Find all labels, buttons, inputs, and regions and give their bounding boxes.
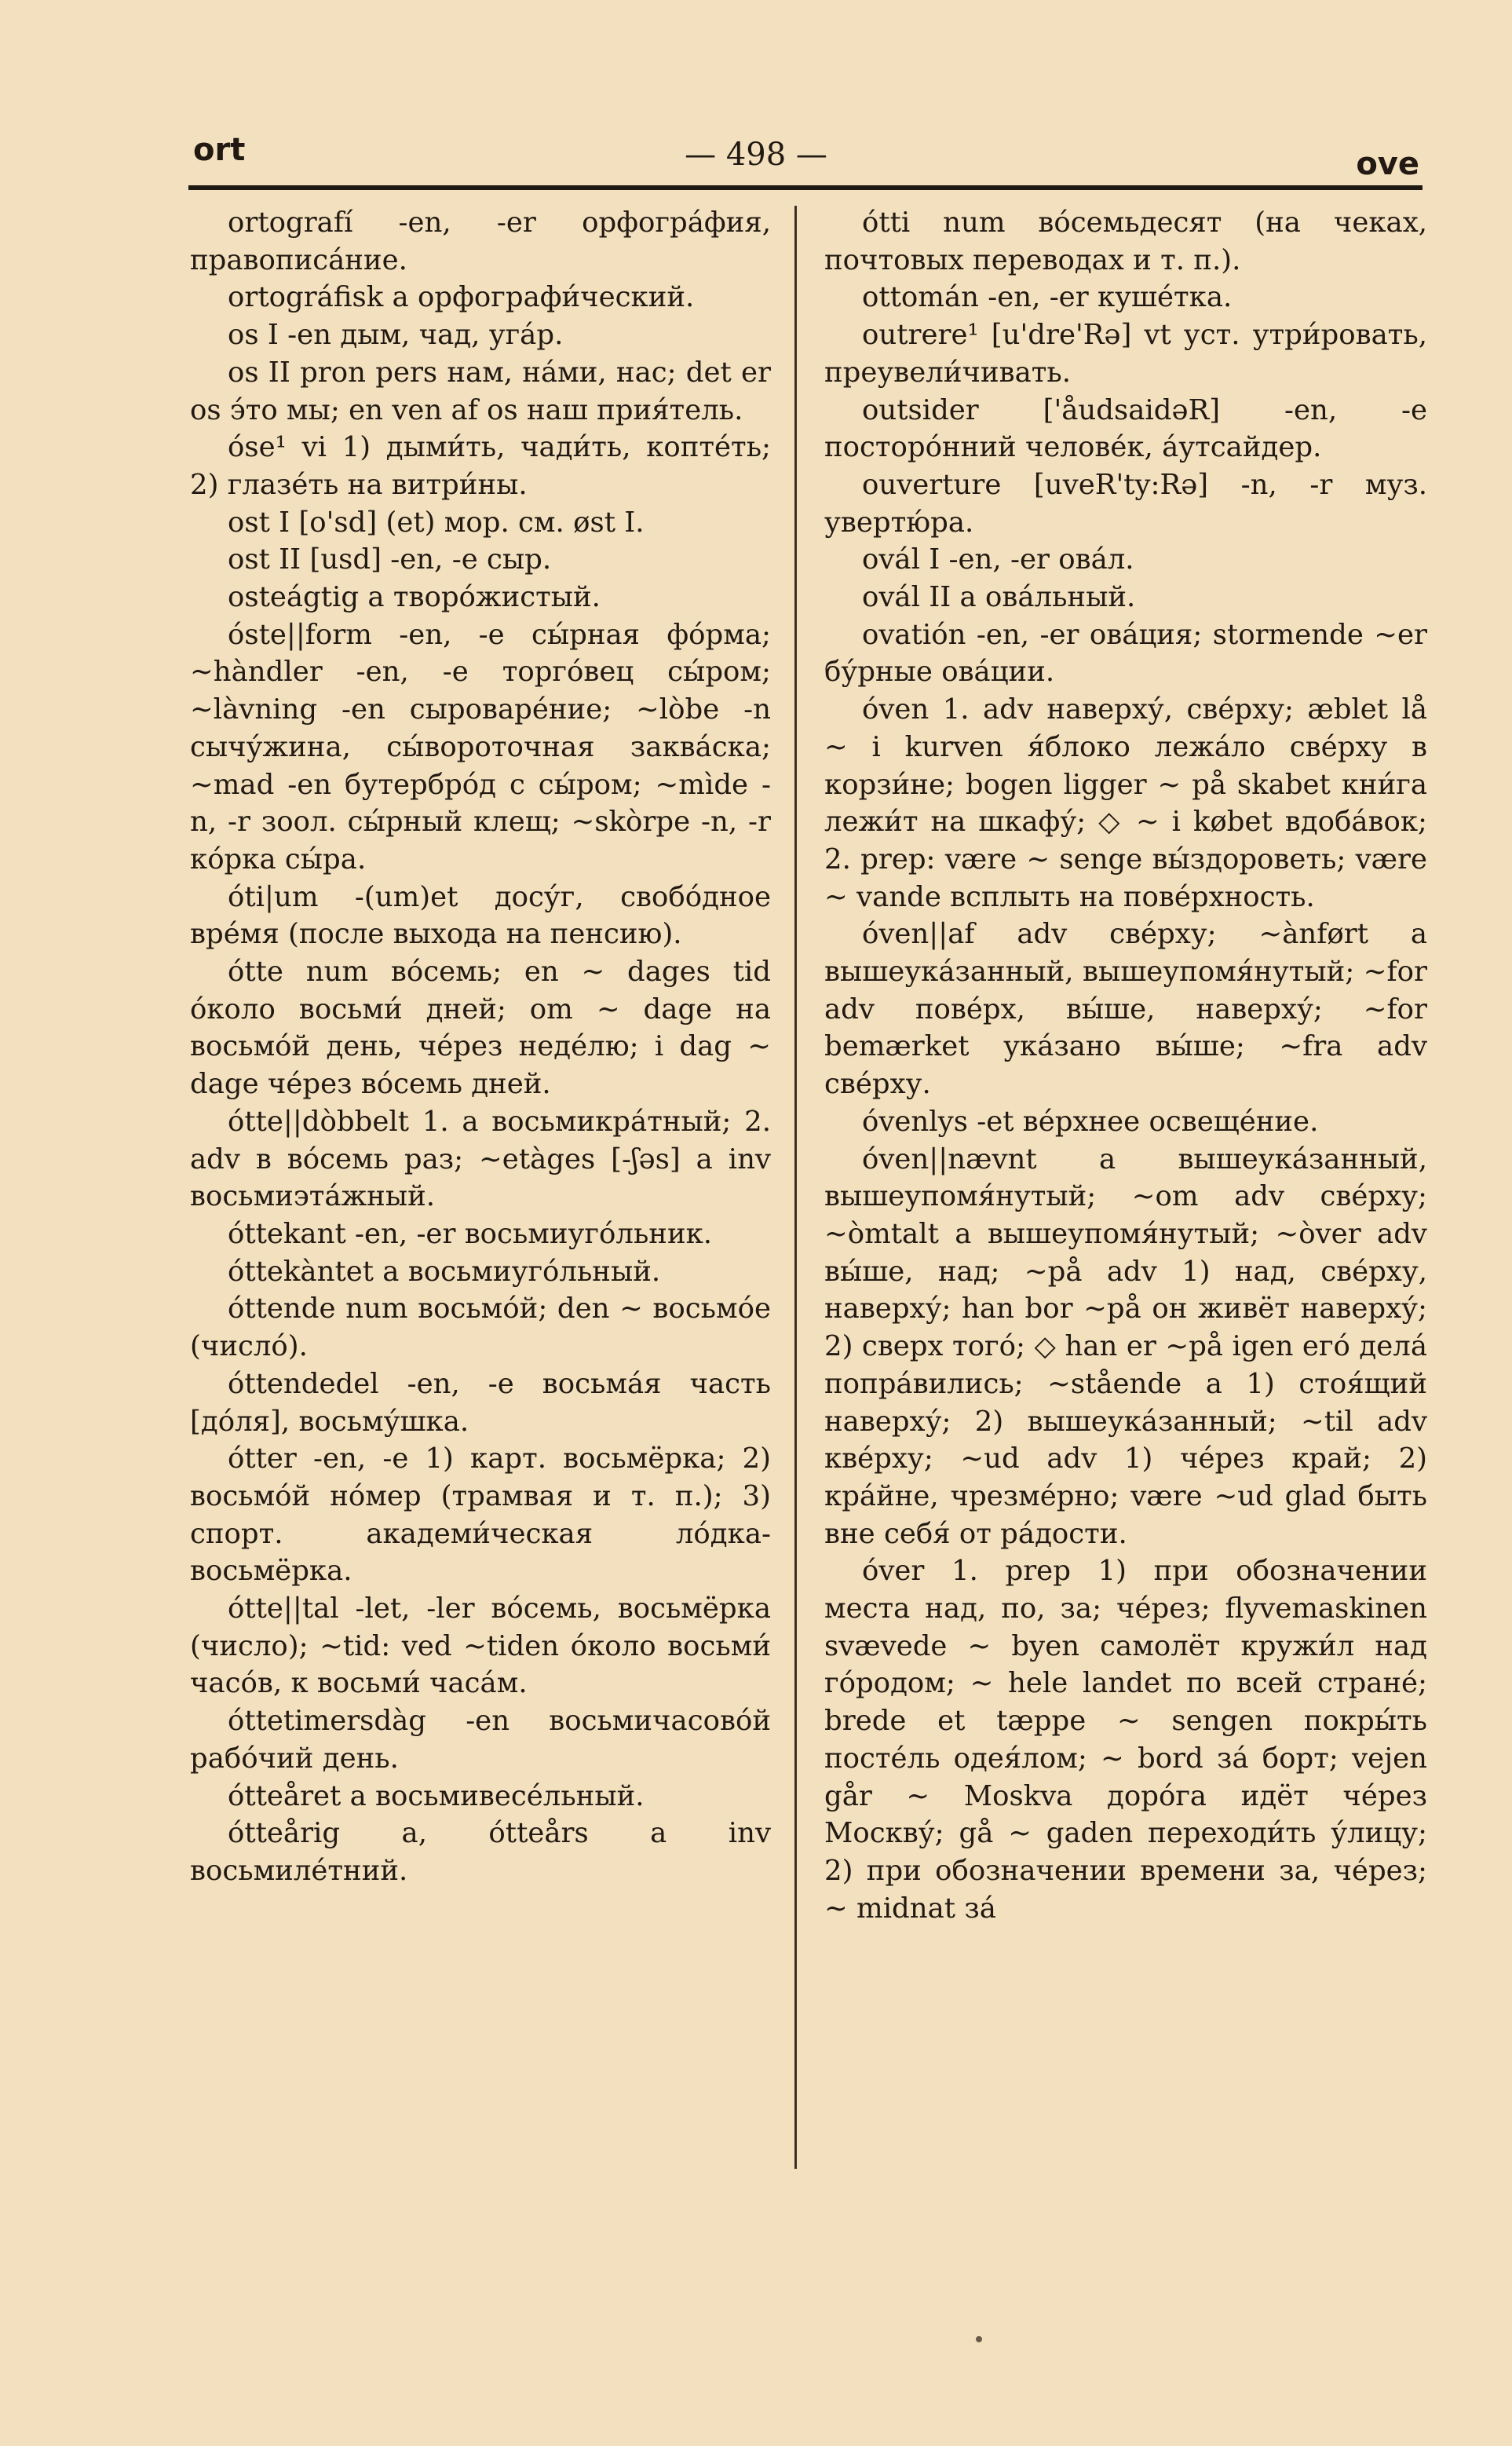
dictionary-entry: outrere¹ [u'dre'Rə] vt уст. утри́ровать, преувели́чивать. [824, 319, 1427, 389]
dictionary-entry: óti|um -(um)et досу́г, свобо́дное вре́мя (после выхода на пенсию). [190, 880, 771, 951]
dictionary-entry: óven 1. adv наверху́, све́рху; æblet lå ~ i kurven я́блоко лежа́ло све́рху в корзи́не; bogen ligger ~ på skabet кни́га лежи́т на шкафу́; ◇ ~ i købet вдоба́вок; 2. prep: være ~ senge вы́здороветь; være ~ vande всплыть на пове́рхность. [824, 693, 1427, 913]
dictionary-entry: outsider ['åudsaidəR] -en, -e посторо́нний челове́к, а́утсайдер. [824, 393, 1427, 464]
dictionary-entry: óven||af adv све́рху; ~ànført a вышеука́занный, вышеупомя́нутый; ~for adv пове́рх, вы́ше, наверху́; ~for bemærket ука́зано вы́ше; ~fra adv све́рху. [824, 918, 1427, 1101]
dictionary-entry: ost I [o'sd] (et) мор. см. øst I. [228, 506, 645, 539]
left-column [190, 204, 771, 1890]
dictionary-entry: ótter -en, -e 1) карт. восьмёрка; 2) восьмо́й но́мер (трамвая и т. п.); 3) спорт. академи́ческая ло́дка-восьмёрка. [190, 1442, 771, 1588]
dictionary-entry: ótti num во́семьдесят (на чеках, почтовых переводах и т. п.). [824, 207, 1427, 276]
dictionary-entry: ouverture [uveR'ty:Rə] -n, -r муз. увертю́ра. [824, 468, 1427, 539]
right-column [824, 204, 1427, 1927]
dictionary-entry: óttekant -en, -er восьмиуго́льник. [228, 1217, 713, 1250]
dictionary-entry: óse¹ vi 1) дыми́ть, чади́ть, копте́ть; 2) глазе́ть на витри́ны. [190, 431, 771, 501]
paper-speck [976, 2336, 982, 2342]
dictionary-entry: ótte num во́семь; en ~ dages tid о́коло восьми́ дней; om ~ dage на восьмо́й день, че́рез неде́лю; i dag ~ dage че́рез во́семь дней. [190, 956, 771, 1101]
dictionary-entry: óste||form -en, -e сы́рная фо́рма; ~hàndler -en, -e торго́вец сы́ром; ~làvning -en сыроваре́ние; ~lòbe -n сычу́жина, сы́вороточная заква́ска; ~mad -en бутербро́д с сы́ром; ~mìde -n, -r зоол. сы́рный клещ; ~skòrpe -n, -r ко́рка сы́ра. [190, 618, 771, 876]
column-divider [794, 206, 797, 2169]
dictionary-entry: óvenlys -et ве́рхнее освеще́ние. [862, 1105, 1319, 1138]
dictionary-entry: ótteåret a восьмивесе́льный. [228, 1779, 645, 1812]
dictionary-entry: ótteårig a, ótteårs a inv восьмиле́тний. [190, 1817, 771, 1887]
dictionary-entry: os I -en дым, чад, уга́р. [228, 319, 564, 352]
dictionary-entry: osteágtig a творо́жистый. [228, 581, 601, 614]
dictionary-entry: óven||nævnt a вышеука́занный, вышеупомя́нутый; ~om adv све́рху; ~òmtalt a вышеупомя́нутый; ~òver adv вы́ше, над; ~på adv 1) над, све́рху, наверху́; han bor ~på он живёт наверху́; 2) сверх того́; ◇ han er ~på igen его́ дела́ попра́вились; ~stående a 1) стоя́щий наверху́; 2) вышеука́занный; ~til adv кве́рху; ~ud adv 1) че́рез край; 2) кра́йне, чрезме́рно; være ~ud glad быть вне себя́ от ра́дости. [824, 1143, 1427, 1550]
dictionary-entry: óttendedel -en, -e восьма́я часть [до́ля], восьму́шка. [190, 1367, 771, 1438]
dictionary-entry: ortografí -en, -er орфогра́фия, правописа́ние. [190, 207, 771, 276]
dictionary-entry: óttende num восьмо́й; den ~ восьмо́е (число́). [190, 1292, 771, 1363]
dictionary-entry: ortográfisk a орфографи́ческий. [228, 281, 695, 314]
dictionary-entry: ottomán -en, -er куше́тка. [862, 281, 1233, 314]
right-guide-word: ove [1356, 146, 1419, 182]
dictionary-entry: ost II [usd] -en, -e сыр. [228, 543, 552, 576]
page-number: — 498 — [685, 137, 827, 173]
dictionary-entry: os II pron pers нам, на́ми, нас; det er os э́то мы; en ven af os наш прия́тель. [190, 356, 771, 426]
dictionary-entry: óttetimersdàg -en восьмичасово́й рабо́чий день. [190, 1705, 771, 1775]
dictionary-entry: ótte||dòbbelt 1. a восьмикра́тный; 2. adv в во́семь раз; ~etàges [-ʃəs] a inv восьмиэта́жный. [190, 1105, 771, 1213]
left-guide-word: ort [193, 132, 246, 168]
header-rule [188, 185, 1423, 190]
dictionary-entry: ovatión -en, -er ова́ция; stormende ~er бу́рные ова́ции. [824, 618, 1427, 689]
dictionary-entry: óttekàntet a восьмиуго́льный. [228, 1255, 661, 1288]
dictionary-entry: óver 1. prep 1) при обозначении места над, по, за; че́рез; flyvemaskinen svævede ~ byen самолёт кружи́л над го́родом; ~ hele landet по всей стране́; brede et tæppe ~ sengen покры́ть посте́ль одея́лом; ~ bord за́ борт; vejen går ~ Moskva доро́га идёт че́рез Москву́; gå ~ gaden переходи́ть у́лицу; 2) при обозначении времени за, че́рез; ~ midnat за́ [824, 1555, 1427, 1925]
dictionary-entry: ovál I -en, -er ова́л. [862, 543, 1134, 576]
dictionary-entry: ótte||tal -let, -ler во́семь, восьмёрка (число); ~tid: ved ~tiden о́коло восьми́ часо́в, к восьми́ часа́м. [190, 1592, 771, 1700]
dictionary-entry: ovál II a ова́льный. [862, 581, 1136, 614]
